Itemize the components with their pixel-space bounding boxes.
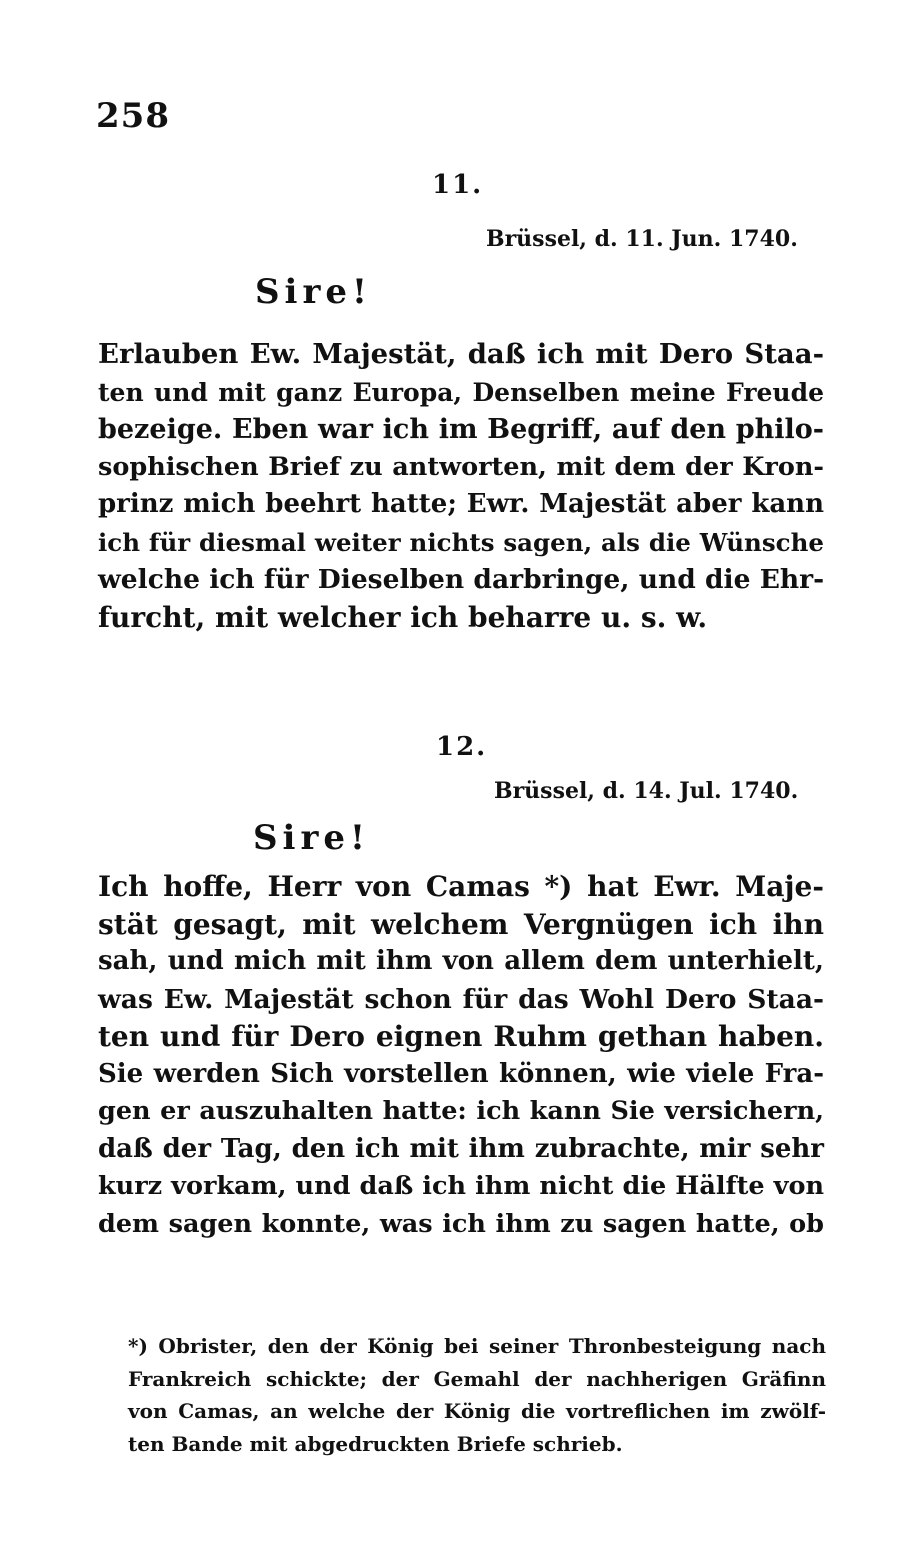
text-line: daß der Tag, den ich mit ihm zubrachte, mir sehr — [98, 1133, 824, 1164]
page-number: 258 — [96, 96, 170, 136]
letter-body — [98, 336, 824, 636]
letter-dateline: Brüssel, d. 11. Jun. 1740. — [486, 226, 798, 252]
text-line: dem sagen konnte, was ich ihm zu sagen hatte, ob — [98, 1208, 824, 1239]
text-line: welche ich für Dieselben darbringe, und die Ehr- — [98, 564, 825, 595]
letter-salutation: Sire! — [255, 272, 372, 312]
text-line: furcht, mit welcher ich beharre u. s. w. — [98, 600, 708, 634]
letter-body — [98, 868, 824, 1243]
text-line: bezeige. Eben war ich im Begriff, auf den philo- — [98, 414, 824, 445]
text-line: sophischen Brief zu antworten, mit dem der Kron- — [98, 451, 824, 482]
text-line: Sie werden Sich vorstellen können, wie viele Fra- — [98, 1058, 824, 1089]
letter-dateline: Brüssel, d. 14. Jul. 1740. — [494, 778, 799, 804]
footnote-line: ten Bande mit abgedruckten Briefe schrieb. — [128, 1431, 623, 1456]
footnote-line: *) Obrister, den der König bei seiner Thronbesteigung nach — [128, 1334, 826, 1358]
text-line: kurz vorkam, und daß ich ihm nicht die Hälfte von — [98, 1171, 824, 1201]
text-line: gen er auszuhalten hatte: ich kann Sie versichern, — [98, 1096, 824, 1126]
letter-number: 11. — [432, 170, 484, 200]
text-line: stät gesagt, mit welchem Vergnügen ich ihn — [98, 907, 824, 941]
text-line: ich für diesmal weiter nichts sagen, als die Wünsche — [98, 527, 824, 557]
letter-number: 12. — [436, 732, 488, 762]
letter-salutation: Sire! — [253, 818, 370, 858]
footnote-line: Frankreich schickte; der Gemahl der nachherigen Gräfinn — [128, 1366, 826, 1391]
text-line: ten und für Dero eignen Ruhm gethan haben. — [98, 1020, 824, 1053]
text-line: Ich hoffe, Herr von Camas *) hat Ewr. Maje- — [98, 870, 824, 903]
text-line: sah, und mich mit ihm von allem dem unterhielt, — [98, 946, 824, 976]
text-line: prinz mich beehrt hatte; Ewr. Majestät aber kann — [98, 489, 824, 519]
text-line: was Ew. Majestät schon für das Wohl Dero Staa- — [98, 983, 824, 1015]
footnote — [128, 1330, 826, 1460]
footnote-line: von Camas, an welche der König die vortreflichen im zwölf- — [128, 1399, 826, 1423]
text-line: Erlauben Ew. Majestät, daß ich mit Dero Staa- — [98, 338, 824, 370]
text-line: ten und mit ganz Europa, Denselben meine Freude — [98, 377, 824, 407]
